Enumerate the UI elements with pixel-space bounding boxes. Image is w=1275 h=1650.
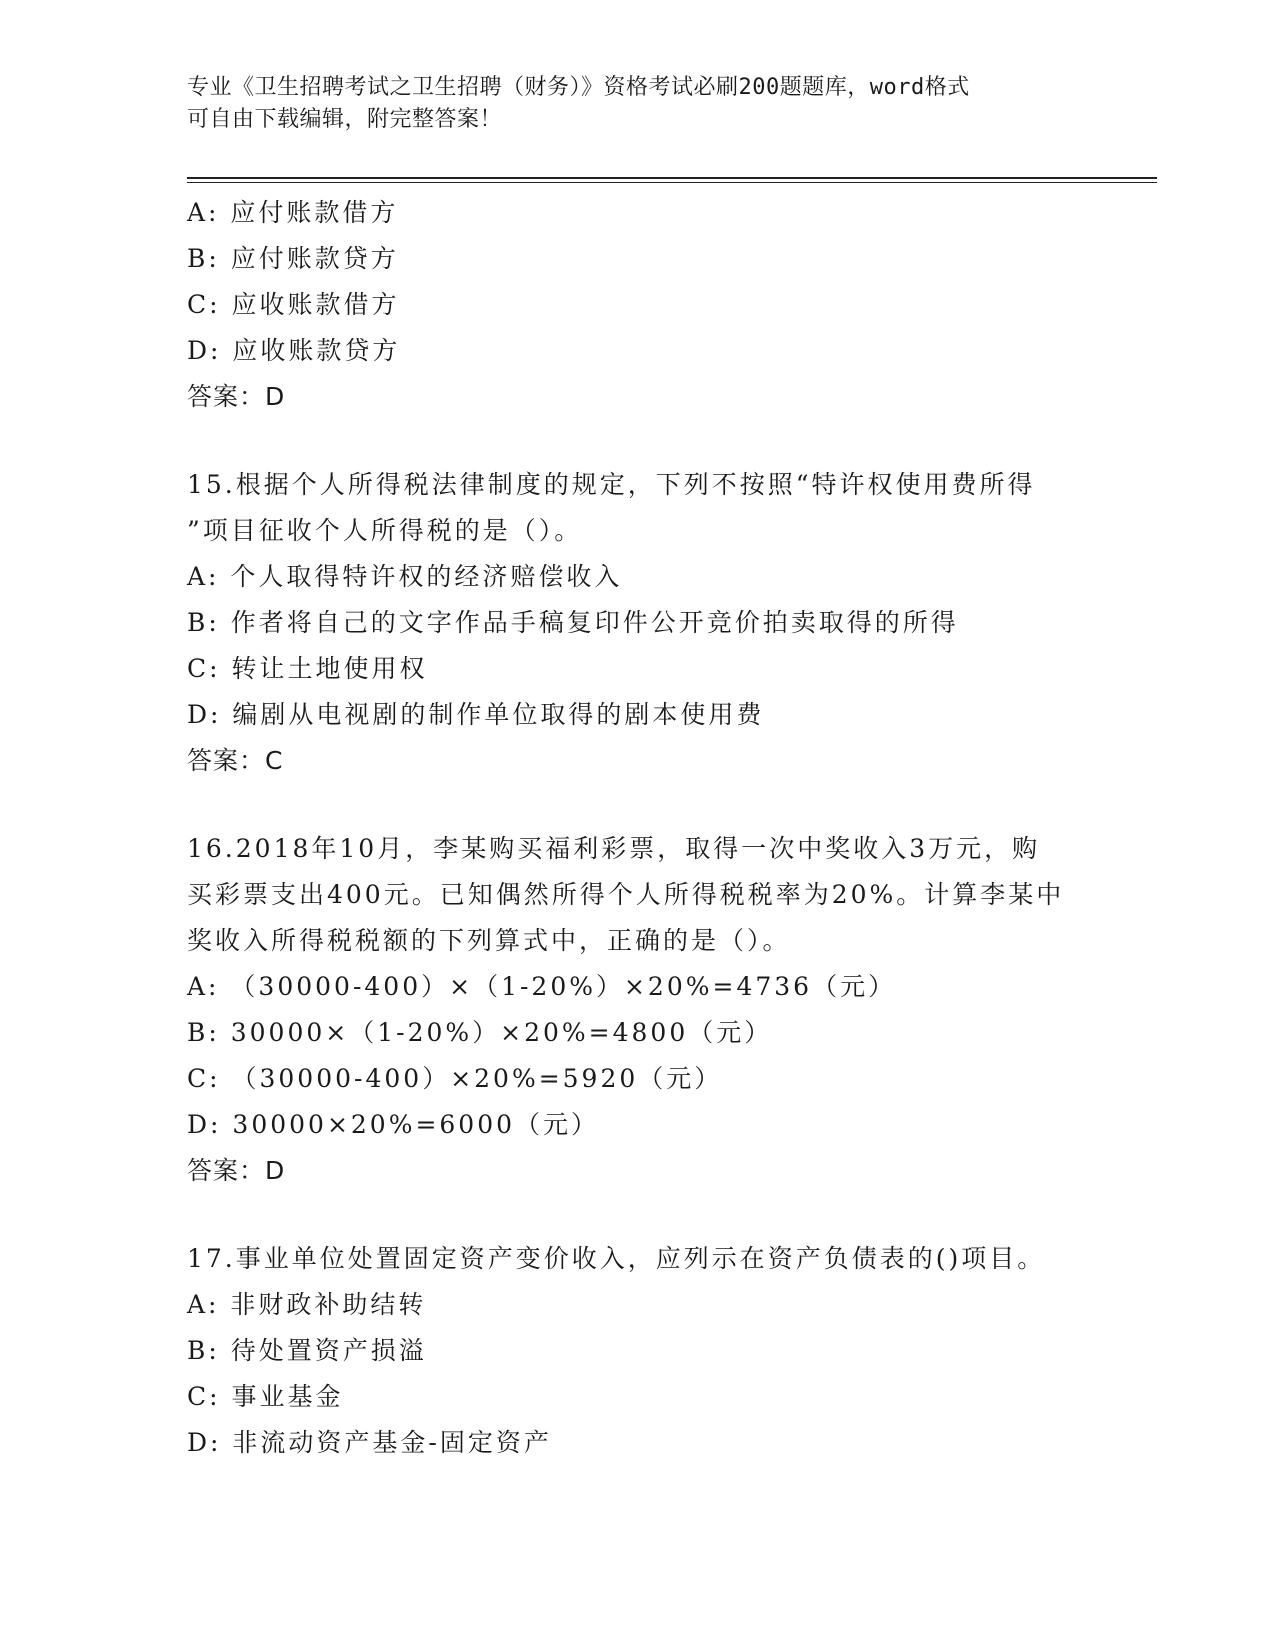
header-rule-thick xyxy=(187,177,1157,179)
option-a: A: 应付账款借方 xyxy=(187,198,399,227)
question-stem: 买彩票支出400元。已知偶然所得个人所得税税率为20%。计算李某中 xyxy=(187,880,1065,909)
option-b: B: 30000×（1-20%）×20%=4800（元） xyxy=(187,1018,773,1047)
question-14 xyxy=(187,190,1087,420)
question-stem: 16.2018年10月，李某购买福利彩票，取得一次中奖收入3万元，购 xyxy=(187,834,1041,863)
question-16 xyxy=(187,826,1087,1194)
header-line-1: 专业《卫生招聘考试之卫生招聘（财务）》资格考试必刷200题题库，word格式 xyxy=(187,75,970,100)
option-d: D: 编剧从电视剧的制作单位取得的剧本使用费 xyxy=(187,700,765,729)
question-stem: 17.事业单位处置固定资产变价收入，应列示在资产负债表的()项目。 xyxy=(187,1244,1046,1273)
option-a: A: （30000-400）×（1-20%）×20%=4736（元） xyxy=(187,972,897,1001)
answer: 答案：D xyxy=(187,1156,286,1185)
option-d: D: 非流动资产基金-固定资产 xyxy=(187,1428,552,1457)
answer: 答案：D xyxy=(187,382,286,411)
question-stem: 奖收入所得税税额的下列算式中，正确的是（）。 xyxy=(187,926,791,955)
option-b: B: 作者将自己的文字作品手稿复印件公开竞价拍卖取得的所得 xyxy=(187,608,959,637)
option-d: D: 30000×20%=6000（元） xyxy=(187,1110,600,1139)
question-content xyxy=(187,190,1087,1466)
option-c: C: 事业基金 xyxy=(187,1382,344,1411)
answer: 答案：C xyxy=(187,746,284,775)
question-stem: 15.根据个人所得税法律制度的规定，下列不按照“特许权使用费所得 xyxy=(187,470,1036,499)
option-b: B: 应付账款贷方 xyxy=(187,244,399,273)
header-rule-thin xyxy=(187,182,1157,183)
document-header xyxy=(187,72,1087,136)
option-a: A: 个人取得特许权的经济赔偿收入 xyxy=(187,562,623,591)
question-15 xyxy=(187,462,1087,784)
option-c: C: （30000-400）×20%=5920（元） xyxy=(187,1064,723,1093)
option-c: C: 应收账款借方 xyxy=(187,290,400,319)
question-stem: ”项目征收个人所得税的是（）。 xyxy=(187,516,583,545)
option-a: A: 非财政补助结转 xyxy=(187,1290,427,1319)
question-17 xyxy=(187,1236,1087,1466)
option-d: D: 应收账款贷方 xyxy=(187,336,401,365)
option-b: B: 待处置资产损溢 xyxy=(187,1336,427,1365)
option-c: C: 转让土地使用权 xyxy=(187,654,428,683)
header-line-2: 可自由下载编辑，附完整答案！ xyxy=(187,107,503,132)
